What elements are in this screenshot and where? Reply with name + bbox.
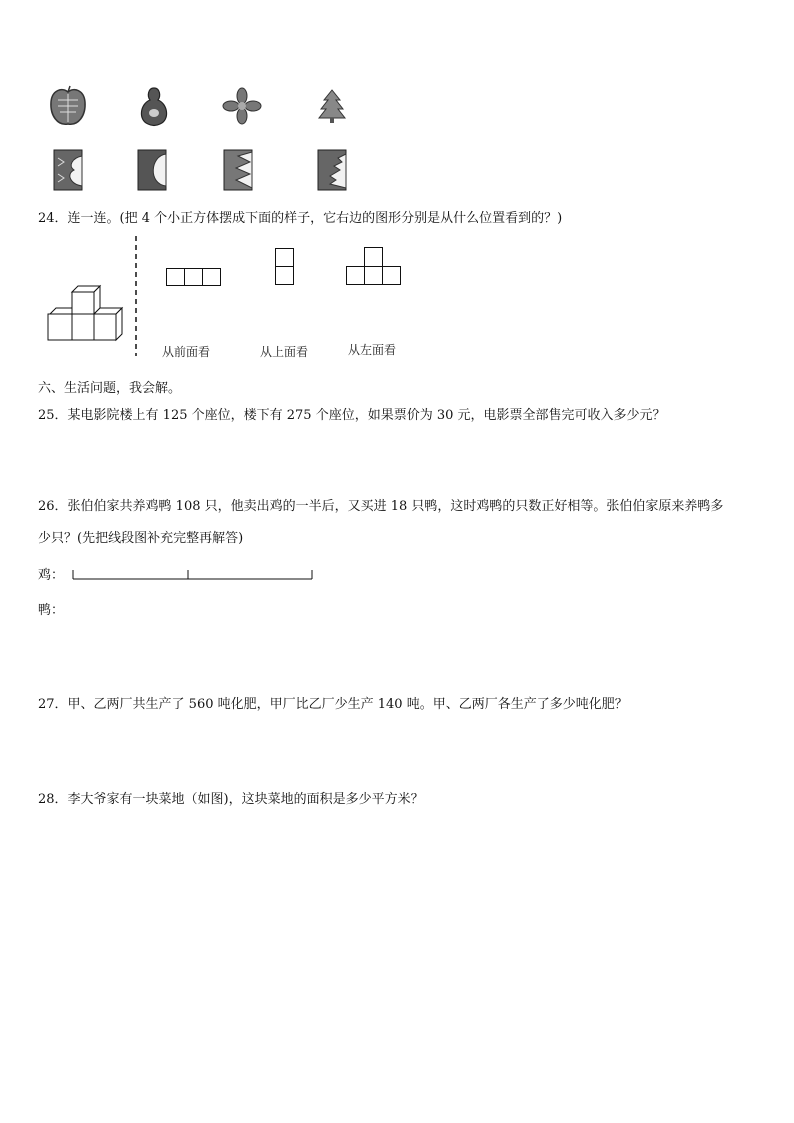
question-24-text: 24．连一连。(把 4 个小正方体摆成下面的样子，它右边的图形分别是从什么位置看到的？) [38, 211, 563, 226]
dashed-divider [134, 236, 138, 356]
view-top-figure [275, 248, 297, 286]
question-26-line1: 26．张伯伯家共养鸡鸭 108 只，他卖出鸡的一半后，又买进 18 只鸭，这时鸡鸭的只数正好相等。张伯伯家原来养鸭多 [38, 499, 724, 514]
tree-figure [316, 88, 348, 124]
question-25-text: 25．某电影院楼上有 125 个座位，楼下有 275 个座位，如果票价为 30 元，电影票全部售完可收入多少元？ [38, 408, 666, 423]
half-figure-3 [222, 148, 256, 192]
gourd-figure [136, 86, 172, 126]
chicken-segment-diagram [72, 568, 314, 582]
flower-figure [222, 88, 262, 124]
half-figure-2 [136, 148, 170, 192]
cube-stack-figure [44, 286, 134, 346]
view-left-figure [346, 247, 404, 287]
chicken-label: 鸡： [38, 568, 65, 583]
view-label-front: 从前面看 [162, 345, 211, 359]
apple-figure [48, 84, 88, 128]
view-label-top: 从上面看 [260, 345, 309, 359]
view-label-left: 从左面看 [348, 343, 397, 357]
section-6-title: 六、生活问题，我会解。 [38, 381, 182, 396]
view-front-figure [166, 268, 222, 286]
half-figure-4 [316, 148, 350, 192]
half-figure-1 [52, 148, 86, 192]
question-26-line2: 少只？(先把线段图补充完整再解答) [38, 531, 244, 546]
question-27-text: 27．甲、乙两厂共生产了 560 吨化肥，甲厂比乙厂少生产 140 吨。甲、乙两厂各生产了多少吨化肥？ [38, 697, 628, 712]
question-28-text: 28．李大爷家有一块菜地（如图)，这块菜地的面积是多少平方米？ [38, 792, 424, 807]
duck-label: 鸭： [38, 603, 65, 618]
